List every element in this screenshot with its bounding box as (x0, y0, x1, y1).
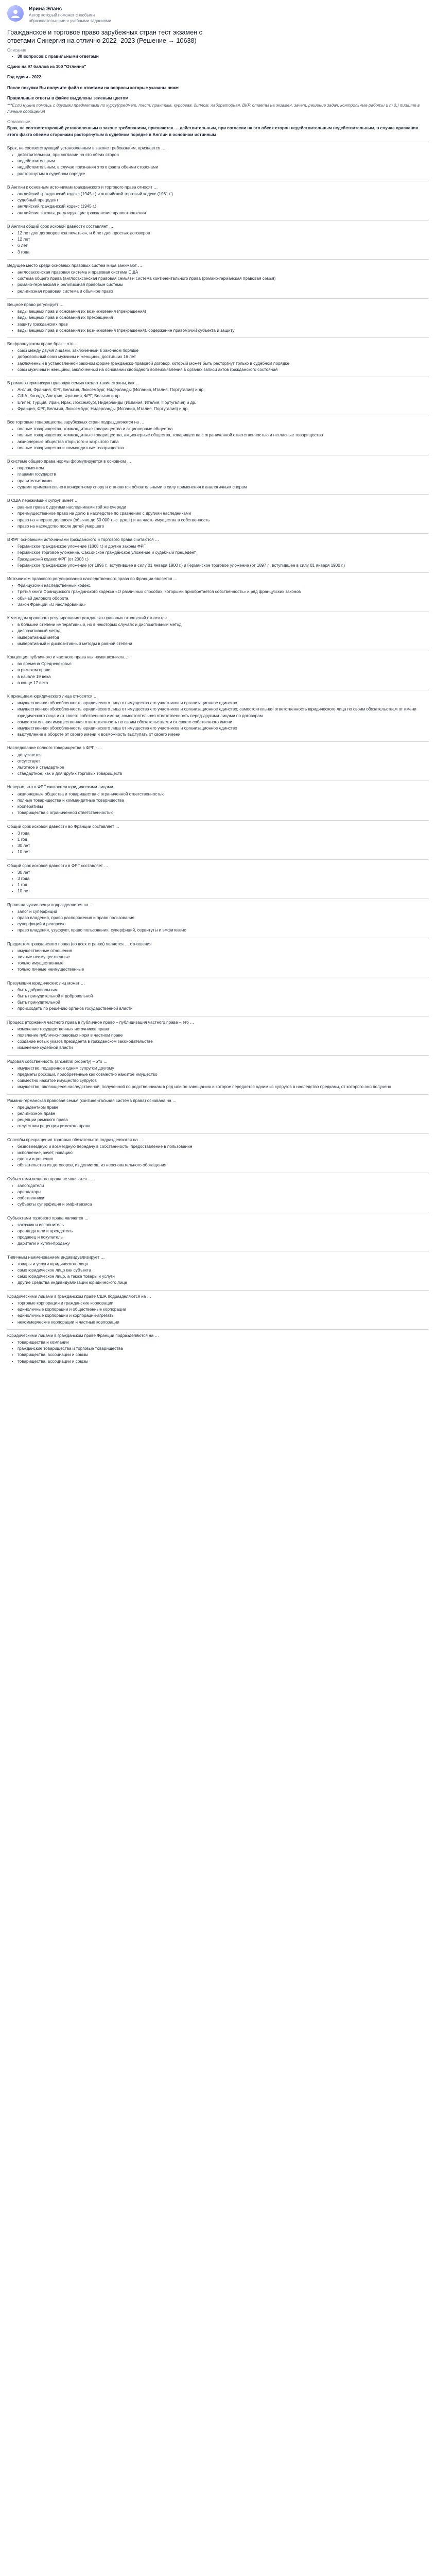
description-label: Описание (7, 48, 26, 53)
avatar[interactable] (7, 5, 24, 22)
answer-option: • изменение судебной власти (18, 1045, 429, 1051)
answer-option: • англосаксонская правовая система и правовая система США (18, 269, 429, 276)
answer-option: • виды вещных прав и основания их возникновения (прекращения), содержание правомочий субъекта и защиту (18, 328, 429, 334)
question-item (7, 576, 429, 608)
answer-list (7, 309, 429, 334)
search-tip: ***Если нужна помощь с другими предметами по курсу(предмет, тест, практика, курсовая, диплом, лабораторная, ВКР, ответы на экзамен, зачет, решение задач, контрольные работы и т.д.) пишите в личные сообщения (7, 103, 420, 114)
score-line: Сдано на 97 баллов из 100 "Отлично" (7, 64, 86, 70)
year-line: Год сдачи - 2022. (7, 75, 43, 80)
answer-option: • имущество, подаренное одним супругом другому (18, 1065, 429, 1072)
question-item (7, 263, 429, 295)
answer-option: • быть добровольным (18, 987, 429, 993)
answer-list (7, 191, 429, 216)
answer-option: • 10 лет (18, 888, 429, 894)
answer-option: • само юридическое лицо, а также товары и услуги (18, 1274, 429, 1280)
separator (7, 533, 429, 534)
answer-option: • добровольный союз мужчины и женщины, достигших 16 лет (18, 354, 429, 360)
answer-list (7, 387, 429, 412)
answer-list (7, 1105, 429, 1130)
answer-option: • изменение государственных источников права (18, 1026, 429, 1032)
question-item (7, 615, 429, 647)
highlight-note: Правильные ответы в файле выделены зеленым цветом (7, 95, 129, 100)
answer-list (7, 1222, 429, 1247)
question-text: В Англии общий срок исковой давности составляет … (7, 224, 114, 229)
question-text: Все торговые товарищества зарубежных стран подразделяются на … (7, 419, 145, 425)
question-text: В Англии к основным источникам гражданского и торгового права относят … (7, 184, 158, 190)
answer-option: • недействительным (18, 158, 429, 164)
question-item (7, 1176, 429, 1208)
question-text: Романо-германская правовая семья (континентальная система права) основана на … (7, 1098, 177, 1103)
answer-option: • система общего права (англосаксонская правовая семья) и система континентального права (романо-германская правовая семья) (18, 276, 429, 282)
answer-option: • императивный и диспозитивный методы в равной степени (18, 641, 429, 647)
question-text: Субъектами вещного права не являются … (7, 1176, 93, 1181)
purchase-note: После покупки Вы получите файл с ответами на вопросы которые указаны ниже: (7, 85, 180, 90)
question-text: Вещное право регулирует … (7, 302, 64, 307)
question-item (7, 537, 429, 569)
answer-option: • в начале 19 века (18, 674, 429, 680)
separator (7, 1055, 429, 1056)
answer-list (7, 1144, 429, 1169)
question-text: В системе общего права нормы формулируются в основном … (7, 459, 131, 464)
answer-option: • равные права с другими наследниками той же очереди (18, 504, 429, 511)
separator (7, 1290, 429, 1291)
answer-option: • 1 год (18, 837, 429, 843)
question-text: Субъектами торгового права являются … (7, 1215, 89, 1221)
answer-option: • преимущественное право на долю в наследстве по сравнению с другими наследниками (18, 511, 429, 517)
question-item (7, 693, 429, 738)
answer-option: • обычай делового оборота (18, 596, 429, 602)
question-text: Способы прекращения торговых обязательств подразделяются на … (7, 1137, 143, 1142)
answer-list (7, 1261, 429, 1286)
answer-option: • самостоятельная имущественная ответственность по своим обязательствам и от своего собственного имени (18, 719, 429, 725)
answer-list (7, 870, 429, 895)
answer-option: • 1 год (18, 882, 429, 888)
answer-option: • полные товарищества, коммандитные товарищества, акционерные общества, товарищества с ограниченной ответственностью и негласные товарищества (18, 432, 429, 438)
answer-option: • сделки и решения (18, 1156, 429, 1162)
question-item (7, 1098, 429, 1130)
question-item (7, 1294, 429, 1326)
question-item (7, 1215, 429, 1247)
separator (7, 1133, 429, 1134)
answer-option: • виды вещных прав и основания их прекращения (18, 315, 429, 321)
answer-option: • суперфиций и реверсию (18, 921, 429, 927)
answer-list (7, 426, 429, 451)
question-text: К принципам юридического лица относятся … (7, 694, 98, 699)
toc-label: Оглавление (7, 120, 30, 125)
question-text: Во французском праве брак – это … (7, 341, 79, 346)
answer-option: • имущественная обособленность юридического лица от имущества его участников и организационное единство (18, 700, 429, 706)
question-item (7, 980, 429, 1012)
question-item (7, 498, 429, 530)
answer-option: • Германское гражданское уложение (от 1896 г., вступившее в силу 01 января 1900 г.) и Германское торговое уложение (от 1897 г., вступившее в силу 01 января 1900 г.) (18, 563, 429, 569)
question-item (7, 419, 429, 451)
answer-option: • безвозмездную и возмездную передачу в собственность, предоставление в пользование (18, 1144, 429, 1150)
answer-option: • имущественная обособленность юридического лица от имущества его участников и организационное единство (18, 725, 429, 732)
intro-list (7, 54, 429, 60)
question-item (7, 824, 429, 856)
question-text: Процесс вторжения частного права в публичное право – публицизация частного права – это … (7, 1020, 195, 1025)
answer-option: • рецепции римского права (18, 1117, 429, 1123)
question-item (7, 224, 429, 256)
answer-option: • религиозная правовая система и обычное право (18, 289, 429, 295)
answer-option: • отсутствии рецепции римского права (18, 1123, 429, 1129)
answer-option: • религиозном праве (18, 1111, 429, 1117)
answer-option: • стандартное, как и для других торговых товариществ (18, 771, 429, 777)
answer-option: • создание новых указов президента в гражданском законодательстве (18, 1039, 429, 1045)
answer-option: • само юридическое лицо как субъекта (18, 1267, 429, 1274)
question-item (7, 1020, 429, 1052)
answer-option: • в римском праве (18, 667, 429, 673)
answer-option: • 3 года (18, 831, 429, 837)
question-text: В романо-германскую правовую семью входят такие страны, как … (7, 380, 140, 385)
answer-option: • товары и услуги юридического лица (18, 1261, 429, 1267)
answer-option: • романо-германская и религиозная правовые системы (18, 282, 429, 288)
answer-list (7, 152, 429, 177)
answer-option: • во времена Средневековья (18, 661, 429, 667)
answer-option: • союз между двумя лицами, заключенный в законном порядке (18, 348, 429, 354)
question-text: К методам правового регулирования гражданско-правовых отношений относится … (7, 616, 172, 621)
answer-option: • 3 года (18, 876, 429, 882)
question-item (7, 784, 429, 816)
answer-option: • право владения, право распоряжения и право пользования (18, 915, 429, 921)
answer-option: • товарищества и компании (18, 1340, 429, 1346)
user-icon (10, 8, 21, 19)
question-item (7, 1137, 429, 1169)
answer-option: • Третья книга Французского гражданского кодекса «О различных способах, которыми приобретается собственность» и ряд французских законов (18, 589, 429, 595)
answer-option: • 30 лет (18, 843, 429, 849)
question-item (7, 902, 429, 934)
answer-option: • право владения, узуфрукт, право пользования, суперфиций, сервитуты и эмфитевзис (18, 927, 429, 934)
author-description: Автор который поможет с любыми образовательными и учебными заданиями (29, 13, 111, 23)
question-text: В ФРГ основными источниками гражданского и торгового права считаются … (7, 537, 160, 542)
answer-option: • товарищества с ограниченной ответственностью (18, 810, 429, 816)
answer-option: • товарищества, ассоциации и союзы (18, 1359, 429, 1365)
separator (7, 572, 429, 573)
answer-option: • льготное и стандартное (18, 765, 429, 771)
answer-option: • допускается (18, 752, 429, 758)
answer-option: • имущественная обособленность юридического лица от имущества его участников и организационное единство; самостоятельная ответственность юридического лица по своим обязательствам от имени юридического лица и от своего собственного имени; самостоятельная ответственность перед другими лицами по договорам (18, 706, 429, 719)
answer-list (7, 661, 429, 686)
answer-option: • английские законы, регулирующие гражданские правоотношения (18, 210, 429, 216)
answer-option: • торговые корпорации и гражданские корпорации (18, 1300, 429, 1307)
answer-option: • акционерные общества открытого и закрытого типа (18, 439, 429, 445)
question-item (7, 341, 429, 373)
answer-option: • быть принудительной (18, 999, 429, 1006)
answer-option: • имущественные отношения (18, 948, 429, 954)
answer-option: • залогодатели (18, 1183, 429, 1189)
answer-option: • акционерные общества и товарищества с ограниченной ответственностью (18, 791, 429, 798)
answer-option: • право на наследство после детей умершего (18, 523, 429, 530)
answer-option: • парламентом (18, 465, 429, 471)
answer-list (7, 465, 429, 490)
answer-list (7, 230, 429, 256)
answer-list (7, 622, 429, 647)
question-text: Неверно, что в ФРГ считаются юридическими лицами (7, 785, 113, 790)
question-item (7, 1255, 429, 1286)
answer-option: • действительным, при согласии на это обеих сторон (18, 152, 429, 158)
answer-list (7, 948, 429, 973)
answer-option: • другие средства индивидуализации юридического лица (18, 1280, 429, 1286)
question-item (7, 184, 429, 216)
answer-option: • Египет, Турция, Иран, Ирак, Люксембург, Нидерланды (Испания, Италия, Португалия) и др. (18, 400, 429, 406)
answer-option: • залог и суперфиций (18, 909, 429, 915)
questions-list (7, 125, 429, 1364)
answer-option: • расторгнутым в судебном порядке (18, 171, 429, 177)
answer-list (7, 504, 429, 530)
answer-option: • 12 лет для договоров «за печатью», и 6 лет для простых договоров (18, 230, 429, 236)
intro-bullet: • 30 вопросов с правильными ответами (18, 54, 429, 60)
answer-option: • 3 года (18, 249, 429, 256)
question-text: Юридическими лицами в гражданском праве Франции подразделяются на … (7, 1333, 159, 1338)
answer-option: • диспозитивный метод (18, 628, 429, 634)
separator (7, 494, 429, 495)
answer-option: • гражданские товарищества и торговые товарищества (18, 1346, 429, 1352)
answer-option: • заказчик и исполнитель (18, 1222, 429, 1228)
separator (7, 741, 429, 742)
author-name[interactable]: Ирина Эланс (29, 6, 62, 12)
question-item (7, 1333, 429, 1365)
answer-option: • заключенный в установленной законом форме гражданско-правовой договор, который может быть расторгнут только в судебном порядке (18, 361, 429, 367)
question-text: Общий срок исковой давности в ФРГ составляет … (7, 863, 109, 868)
answer-option: • правительствами (18, 478, 429, 484)
answer-option: • арендодатели и арендатель (18, 1228, 429, 1234)
answer-option: • исполнение, зачет, новацию (18, 1150, 429, 1156)
question-item (7, 459, 429, 490)
answer-option: • главами государств (18, 471, 429, 478)
separator (7, 1329, 429, 1330)
answer-option: • право на «первое долевое» (обычно до 50 000 тыс. долл.) и на часть имущества в собственность (18, 517, 429, 523)
question-item (7, 302, 429, 334)
answer-list (7, 1340, 429, 1365)
answer-option: • Закон Франции «О наследовании» (18, 602, 429, 608)
answer-option: • Германское гражданское уложение (1868 г.) и другие законы ФРГ (18, 544, 429, 550)
answer-option: • императивный метод (18, 635, 429, 641)
separator (7, 859, 429, 860)
answer-list (7, 831, 429, 856)
answer-option: • 12 лет (18, 236, 429, 243)
separator (7, 820, 429, 821)
answer-option: • полные товарищества и коммандитные товарищества (18, 798, 429, 804)
question-text: Наследование полного товарищества в ФРГ - … (7, 745, 102, 751)
answer-option: • полные товарищества, коммандитные товарищества и акционерные общества (18, 426, 429, 432)
answer-list (7, 544, 429, 569)
answer-option: • появление публично-правовых норм в частном праве (18, 1032, 429, 1039)
answer-option: • судебный прецедент (18, 197, 429, 204)
answer-option: • 10 лет (18, 849, 429, 855)
answer-list (7, 1183, 429, 1208)
answer-list (7, 1026, 429, 1052)
answer-option: • 6 лет (18, 243, 429, 249)
question-item (7, 863, 429, 895)
answer-option: • Германское торговое уложение, Саксонское гражданское уложение и судебный прецедент (18, 550, 429, 556)
answer-option: • происходить по решению органов государственной власти (18, 1006, 429, 1012)
separator (7, 220, 429, 221)
question-item (7, 654, 429, 686)
answer-option: • совместно нажитое имущество супругов (18, 1078, 429, 1084)
answer-option: • товарищества, ассоциации и союзы (18, 1352, 429, 1358)
question-text: Юридическими лицами в гражданском праве США подразделяются на … (7, 1294, 151, 1299)
answer-list (7, 269, 429, 295)
question-text: Предметом гражданского права (во всех странах) является … отношения (7, 941, 152, 946)
answer-option: • союз мужчины и женщины, заключенный на основании свободного волеизъявления в органах записи актов гражданского состояния (18, 367, 429, 373)
answer-option: • дарители и купли-продажу (18, 1241, 429, 1247)
answer-list (7, 791, 429, 817)
answer-option: • Франция, ФРГ, Бельгия, Люксембург, Нидерланды (Испания, Италия, Португалия) и др. (18, 406, 429, 412)
answer-option: • виды вещных прав и основания их возникновения (прекращения) (18, 309, 429, 315)
answer-option: • единоличные корпорации и корпорации-агрегаты (18, 1313, 429, 1319)
answer-option: • субъекты суперфиция и эмфитевзиса (18, 1201, 429, 1208)
document-title: Гражданское и торговое право зарубежных стран тест экзамен с ответами Синергия на отлично 2022 -2023 (Решение → 10638) (7, 29, 202, 44)
answer-list (7, 987, 429, 1012)
answer-option: • Французский наследственный кодекс (18, 583, 429, 589)
question-item (7, 1059, 429, 1091)
question-text: Источником правового регулирования наследственного права во Франции является … (7, 577, 178, 581)
question-item (7, 745, 429, 777)
question-text: Презумпция юридических лиц может … (7, 980, 85, 986)
question-text: Общий срок исковой давности во Франции составляет … (7, 824, 120, 829)
answer-list (7, 348, 429, 373)
separator (7, 298, 429, 299)
answer-list (7, 583, 429, 608)
answer-option: • только имущественные (18, 960, 429, 967)
answer-option: • защиту гражданских прав (18, 321, 429, 328)
answer-list (7, 1065, 429, 1091)
question-text: Брак, не соответствующий установленным в законе требованиям, признаются … действительным, при согласии на это обеих сторон недействительным недействительным, в случае признания этого факта обеими сторонами расторгнутым в судебном порядке в Англии в основном истинным (7, 126, 418, 137)
answer-option: • английский гражданский кодекс (1945 г.) (18, 204, 429, 210)
question-text: Концепция публичного и частного права как науки возникла … (7, 655, 130, 660)
separator (7, 337, 429, 338)
answer-option: • продавец и покупатель (18, 1234, 429, 1241)
question-item (7, 941, 429, 973)
answer-list (7, 700, 429, 738)
answer-option: • имущество, являющееся наследственной, полученной по родственникам в ряд или по завещанию и которое передается одним из супругов в наследство предками, от которого оно получено (18, 1084, 429, 1090)
question-text: Право на чужие вещи подразделяется на … (7, 902, 94, 907)
separator (7, 1094, 429, 1095)
answer-list (7, 752, 429, 777)
answer-option: • недействительным, в случае признания этого факта обеими сторонами (18, 164, 429, 171)
answer-option: • предметы роскоши, приобретенные как совместно нажитое имущество (18, 1072, 429, 1078)
answer-list (7, 909, 429, 934)
question-text: Брак, не соответствующий установленным в законе требованиям, признается … (7, 145, 166, 150)
answer-list (7, 1300, 429, 1326)
answer-option: • полные товарищества и коммандитные товарищества (18, 445, 429, 451)
answer-option: • собственники (18, 1195, 429, 1201)
answer-option: • в конце 17 века (18, 680, 429, 686)
author-info (29, 5, 127, 24)
answer-option: • единоличные корпорации и общественные корпорации (18, 1307, 429, 1313)
answer-option: • обязательства из договоров, из деликтов, из неосновательного обогащения (18, 1162, 429, 1168)
answer-option: • США, Канада, Австрия, Франция, ФРГ, Бельгия и др. (18, 393, 429, 399)
answer-option: • личные неимущественные (18, 954, 429, 960)
question-text: В США переживший супруг имеет … (7, 498, 79, 503)
answer-option: • быть принудительной и добровольной (18, 993, 429, 999)
question-item (7, 125, 429, 138)
answer-option: • Англия, Франция, ФРГ, Бельгия, Люксембург, Нидерланды (Испания, Италия, Португалия) и др. (18, 387, 429, 393)
answer-option: • кооперативы (18, 804, 429, 810)
answer-option: • отсутствует (18, 758, 429, 765)
answer-option: • прецедентном праве (18, 1105, 429, 1111)
answer-option: • только личные неимущественные (18, 967, 429, 973)
question-text: Родовая собственность (ancestral property) – это … (7, 1059, 108, 1064)
separator (7, 259, 429, 260)
answer-option: • арендаторы (18, 1189, 429, 1195)
author-block (7, 5, 429, 24)
answer-option: • Гражданский кодекс ФРГ (от 2003 г.) (18, 556, 429, 563)
answer-option: • некоммерческие корпорации и частные корпорации (18, 1319, 429, 1326)
answer-option: • английский гражданский кодекс (1945 г.) и английский торговый кодекс (1981 г.) (18, 191, 429, 197)
answer-option: • судами применительно к конкретному спору и становятся обязательными в силу применения к аналогичным спорам (18, 484, 429, 490)
question-item (7, 145, 429, 177)
answer-option: • в большей степени императивный, но в некоторых случаях и диспозитивный метод (18, 622, 429, 628)
answer-option: • 30 лет (18, 870, 429, 876)
question-item (7, 380, 429, 412)
answer-option: • выступление в обороте от своего имени и возможность выступать от своего имени (18, 732, 429, 738)
question-text: Типичным наименованием индивидуализирует … (7, 1255, 105, 1260)
question-text: Ведущее место среди основных правовых систем мира занимают … (7, 263, 143, 268)
